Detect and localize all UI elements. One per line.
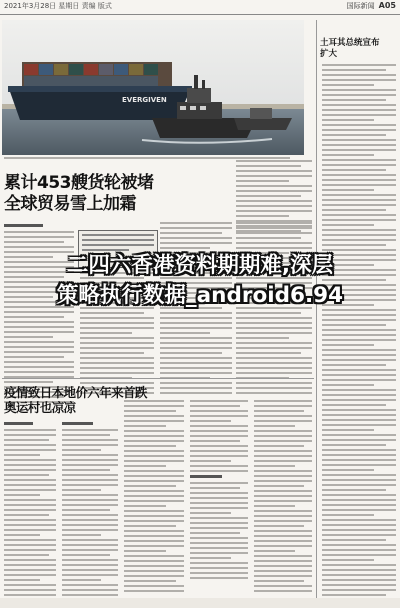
masthead — [0, 0, 400, 15]
article2-column-3 — [124, 400, 184, 595]
second-headline-line2: 奥运村也凉凉 — [4, 400, 76, 415]
section-divider — [2, 378, 314, 379]
main-headline — [4, 173, 224, 215]
page-footer — [0, 598, 400, 608]
sidebar-headline — [320, 38, 396, 60]
main-headline-line2: 全球贸易雪上加霜 — [4, 194, 136, 214]
article2-column-2 — [62, 420, 118, 599]
page-code: A05 — [378, 1, 396, 10]
ship-photo-image — [2, 20, 304, 155]
section-name: 国际新闻 — [346, 2, 375, 10]
sidebar-headline-line2: 扩大 — [320, 49, 338, 59]
article2-column-4 — [190, 400, 248, 582]
container-ship-photo — [2, 20, 304, 155]
second-headline — [4, 385, 147, 415]
sidebar-headline-line1: 土耳其总统宣布 — [320, 38, 380, 48]
overlay-title — [0, 216, 400, 346]
overlay-title-line1: 二四六香港资料期期难,深层 — [66, 253, 334, 278]
second-headline-line1: 疫情致日本地价六年来首跌 — [4, 385, 147, 400]
article2-column-1 — [4, 420, 56, 599]
masthead-date: 2021年3月28日 星期日 责编 版式 — [4, 2, 112, 10]
overlay-title-line2: 策略执行数据_android6.94 — [56, 283, 344, 308]
ship-name-text: EVERGIVEN — [122, 96, 167, 104]
main-headline-line1: 累计453艘货轮被堵 — [4, 173, 154, 193]
article2-column-5 — [254, 400, 312, 595]
masthead-section — [347, 1, 396, 11]
